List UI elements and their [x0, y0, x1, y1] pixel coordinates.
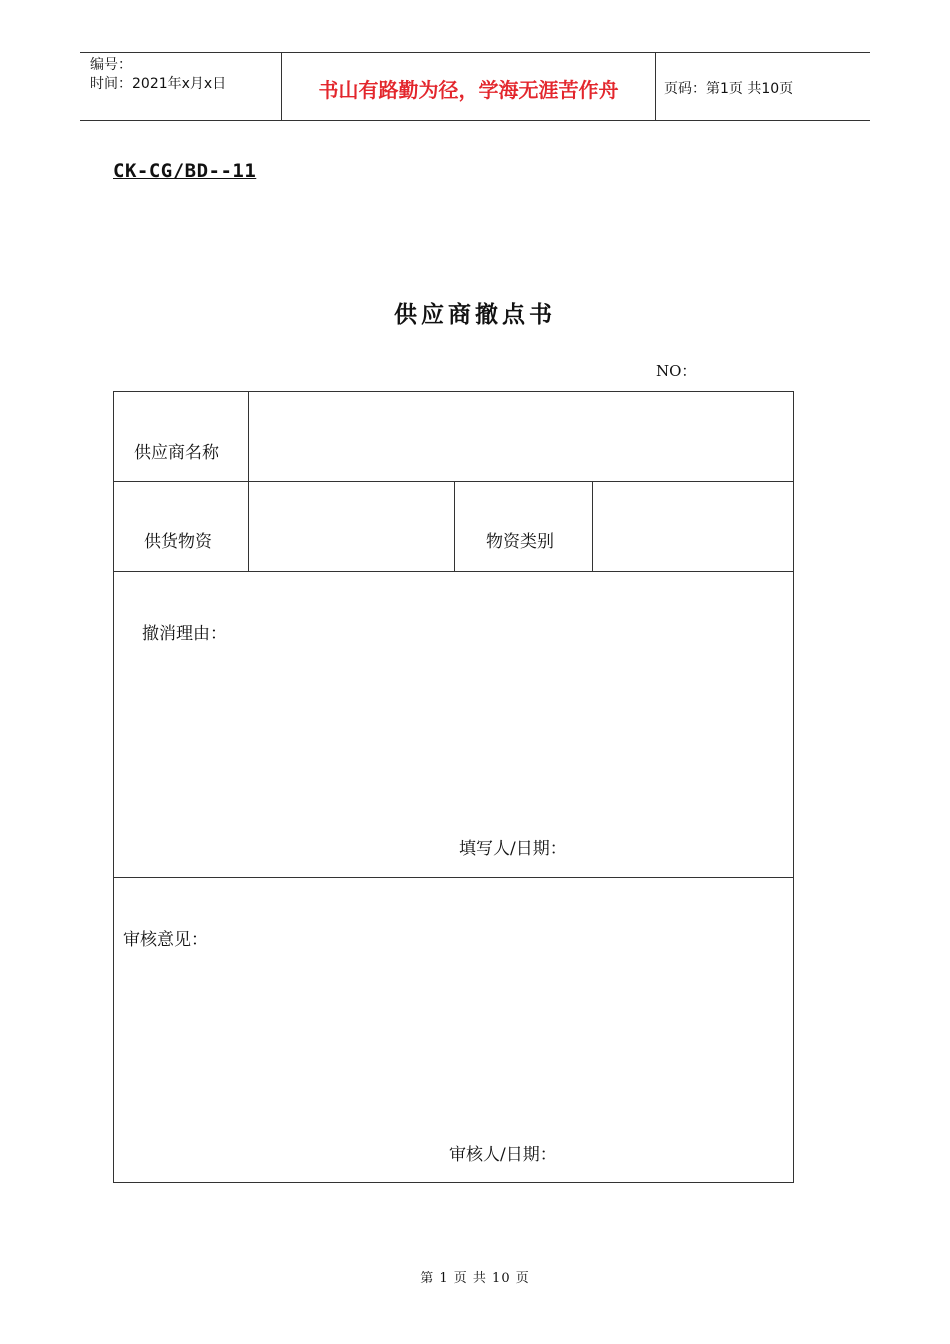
- document-code: CK-CG/BD--11: [113, 160, 257, 182]
- row-supplier-name: [114, 392, 793, 482]
- reviewer-date-label: 审核人/日期：: [449, 1145, 557, 1165]
- supplier-name-label: 供应商名称: [134, 443, 219, 463]
- document-no-label: NO：: [656, 362, 697, 380]
- header-page-info: 页码：第1页 共10页: [664, 81, 794, 97]
- cancel-reason-field[interactable]: [114, 647, 793, 817]
- header-divider-right: [655, 52, 656, 120]
- row-review-opinion: [114, 878, 793, 1183]
- footer-page-number: 第 1 页 共 10 页: [420, 1271, 530, 1286]
- row-goods: [114, 482, 793, 572]
- document-title: 供应商撤点书: [394, 302, 556, 328]
- supplied-goods-field[interactable]: [249, 482, 454, 571]
- filler-date-label: 填写人/日期：: [459, 839, 567, 859]
- header-meta: [90, 56, 226, 94]
- supplier-cancellation-form: [113, 391, 794, 1183]
- supplier-name-field[interactable]: [249, 392, 793, 481]
- document-date-label: 时间：2021年x月x日: [90, 76, 227, 92]
- header-bottom-rule: [80, 120, 870, 121]
- goods-category-label: 物资类别: [486, 532, 554, 552]
- goods-category-field[interactable]: [593, 482, 793, 571]
- header-top-rule: [80, 52, 870, 53]
- row-cancel-reason: [114, 572, 793, 878]
- review-opinion-label: 审核意见：: [123, 930, 208, 950]
- supplied-goods-label: 供货物资: [144, 532, 212, 552]
- document-number-label: 编号：: [90, 57, 132, 73]
- cancel-reason-label: 撤消理由：: [142, 624, 227, 644]
- header-motto: 书山有路勤为径，学海无涯苦作舟: [318, 78, 619, 102]
- review-opinion-field[interactable]: [114, 953, 793, 1123]
- cell-divider: [454, 482, 455, 571]
